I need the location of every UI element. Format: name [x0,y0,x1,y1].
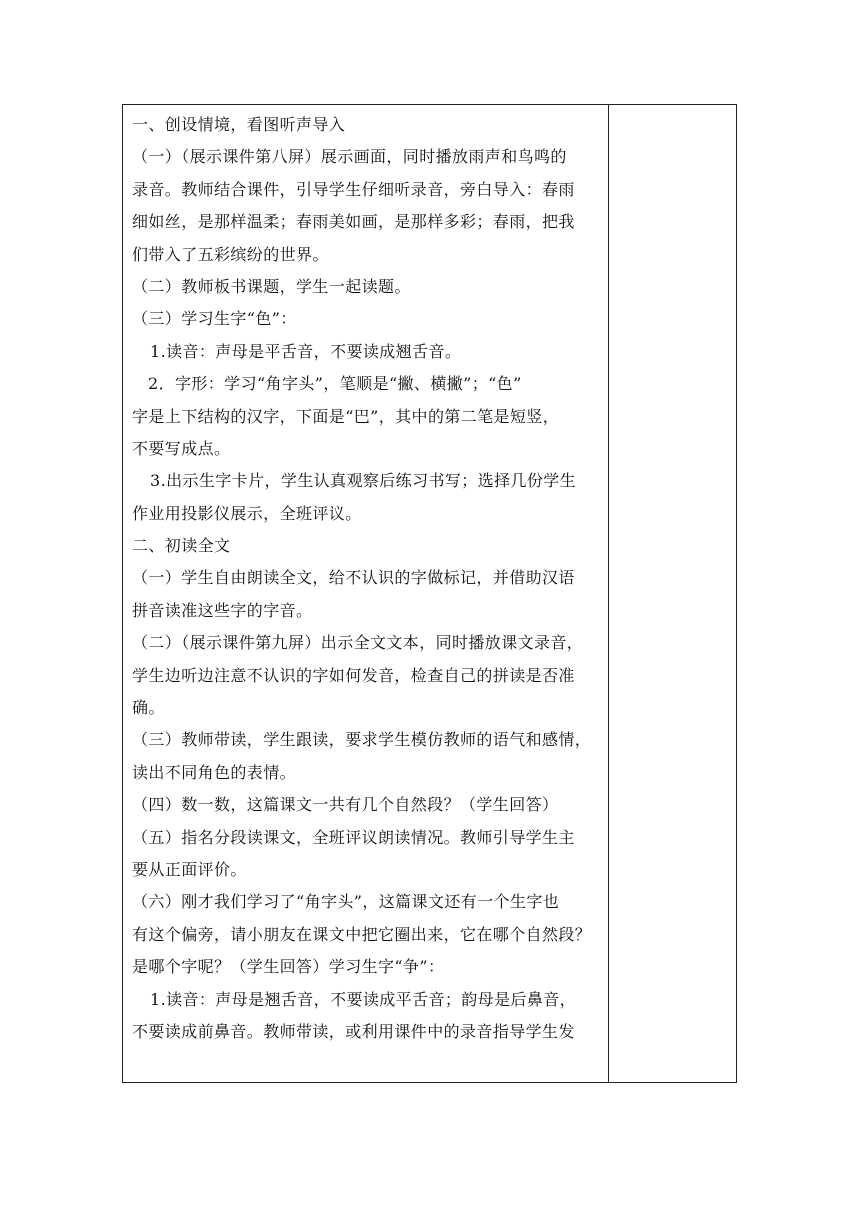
text-line: （四）数一数，这篇课文一共有几个自然段？（学生回答） [132,795,559,815]
text-line: 1.读音：声母是翘舌音，不要读成平舌音；韵母是后鼻音， [150,989,577,1009]
text-line: 学生边听边注意不认识的字如何发音，检查自己的拼读是否准 [132,665,575,685]
text-line: （二）教师板书课题，学生一起读题。 [132,276,411,296]
lesson-table [122,104,737,1083]
text-line: 1.读音：声母是平舌音，不要读成翘舌音。 [150,341,462,361]
text-line: 二、初读全文 [132,536,231,556]
text-line: 不要读成前鼻音。教师带读，或利用课件中的录音指导学生发 [132,1021,575,1041]
text-line: 作业用投影仪展示，全班评议。 [132,503,362,523]
text-line: （一）学生自由朗读全文，给不认识的字做标记，并借助汉语 [132,568,575,588]
lesson-content-cell [132,109,604,1048]
column-divider [608,105,609,1082]
text-line: 2．字形：学习“角字头”，笔顺是“撇、横撇”；“色” [148,374,522,394]
text-line: 不要写成点。 [132,438,231,458]
text-line: （二）（展示课件第九屏）出示全文文本，同时播放课文录音， [132,633,584,653]
text-line: 一、创设情境，看图听声导入 [132,115,346,134]
text-line: 细如丝，是那样温柔；春雨美如画，是那样多彩；春雨，把我 [132,212,575,232]
text-line: 字是上下结构的汉字，下面是“巴”，其中的第二笔是短竖， [132,406,560,426]
text-line: 读出不同角色的表情。 [132,762,297,782]
text-line: （五）指名分段读课文，全班评议朗读情况。教师引导学生主 [132,827,575,847]
text-line: 有这个偏旁，请小朋友在课文中把它圈出来，它在哪个自然段？ [132,924,592,944]
text-line: 拼音读准这些字的字音。 [132,600,313,620]
text-line: （三）教师带读，学生跟读，要求学生模仿教师的语气和感情， [132,730,592,750]
text-line: （一）（展示课件第八屏）展示画面，同时播放雨声和鸟鸣的 [132,147,567,167]
text-line: 确。 [132,698,165,718]
text-line: 是哪个字呢？（学生回答）学习生字“争”： [132,957,445,977]
text-line: 3.出示生字卡片，学生认真观察后练习书写；选择几份学生 [150,471,577,491]
text-line: （六）刚才我们学习了“角字头”，这篇课文还有一个生字也 [132,892,560,912]
text-line: （三）学习生字“色”： [132,309,297,329]
text-line: 要从正面评价。 [132,859,247,879]
text-line: 们带入了五彩缤纷的世界。 [132,244,329,264]
text-line: 录音。教师结合课件，引导学生仔细听录音，旁白导入：春雨 [132,179,575,199]
